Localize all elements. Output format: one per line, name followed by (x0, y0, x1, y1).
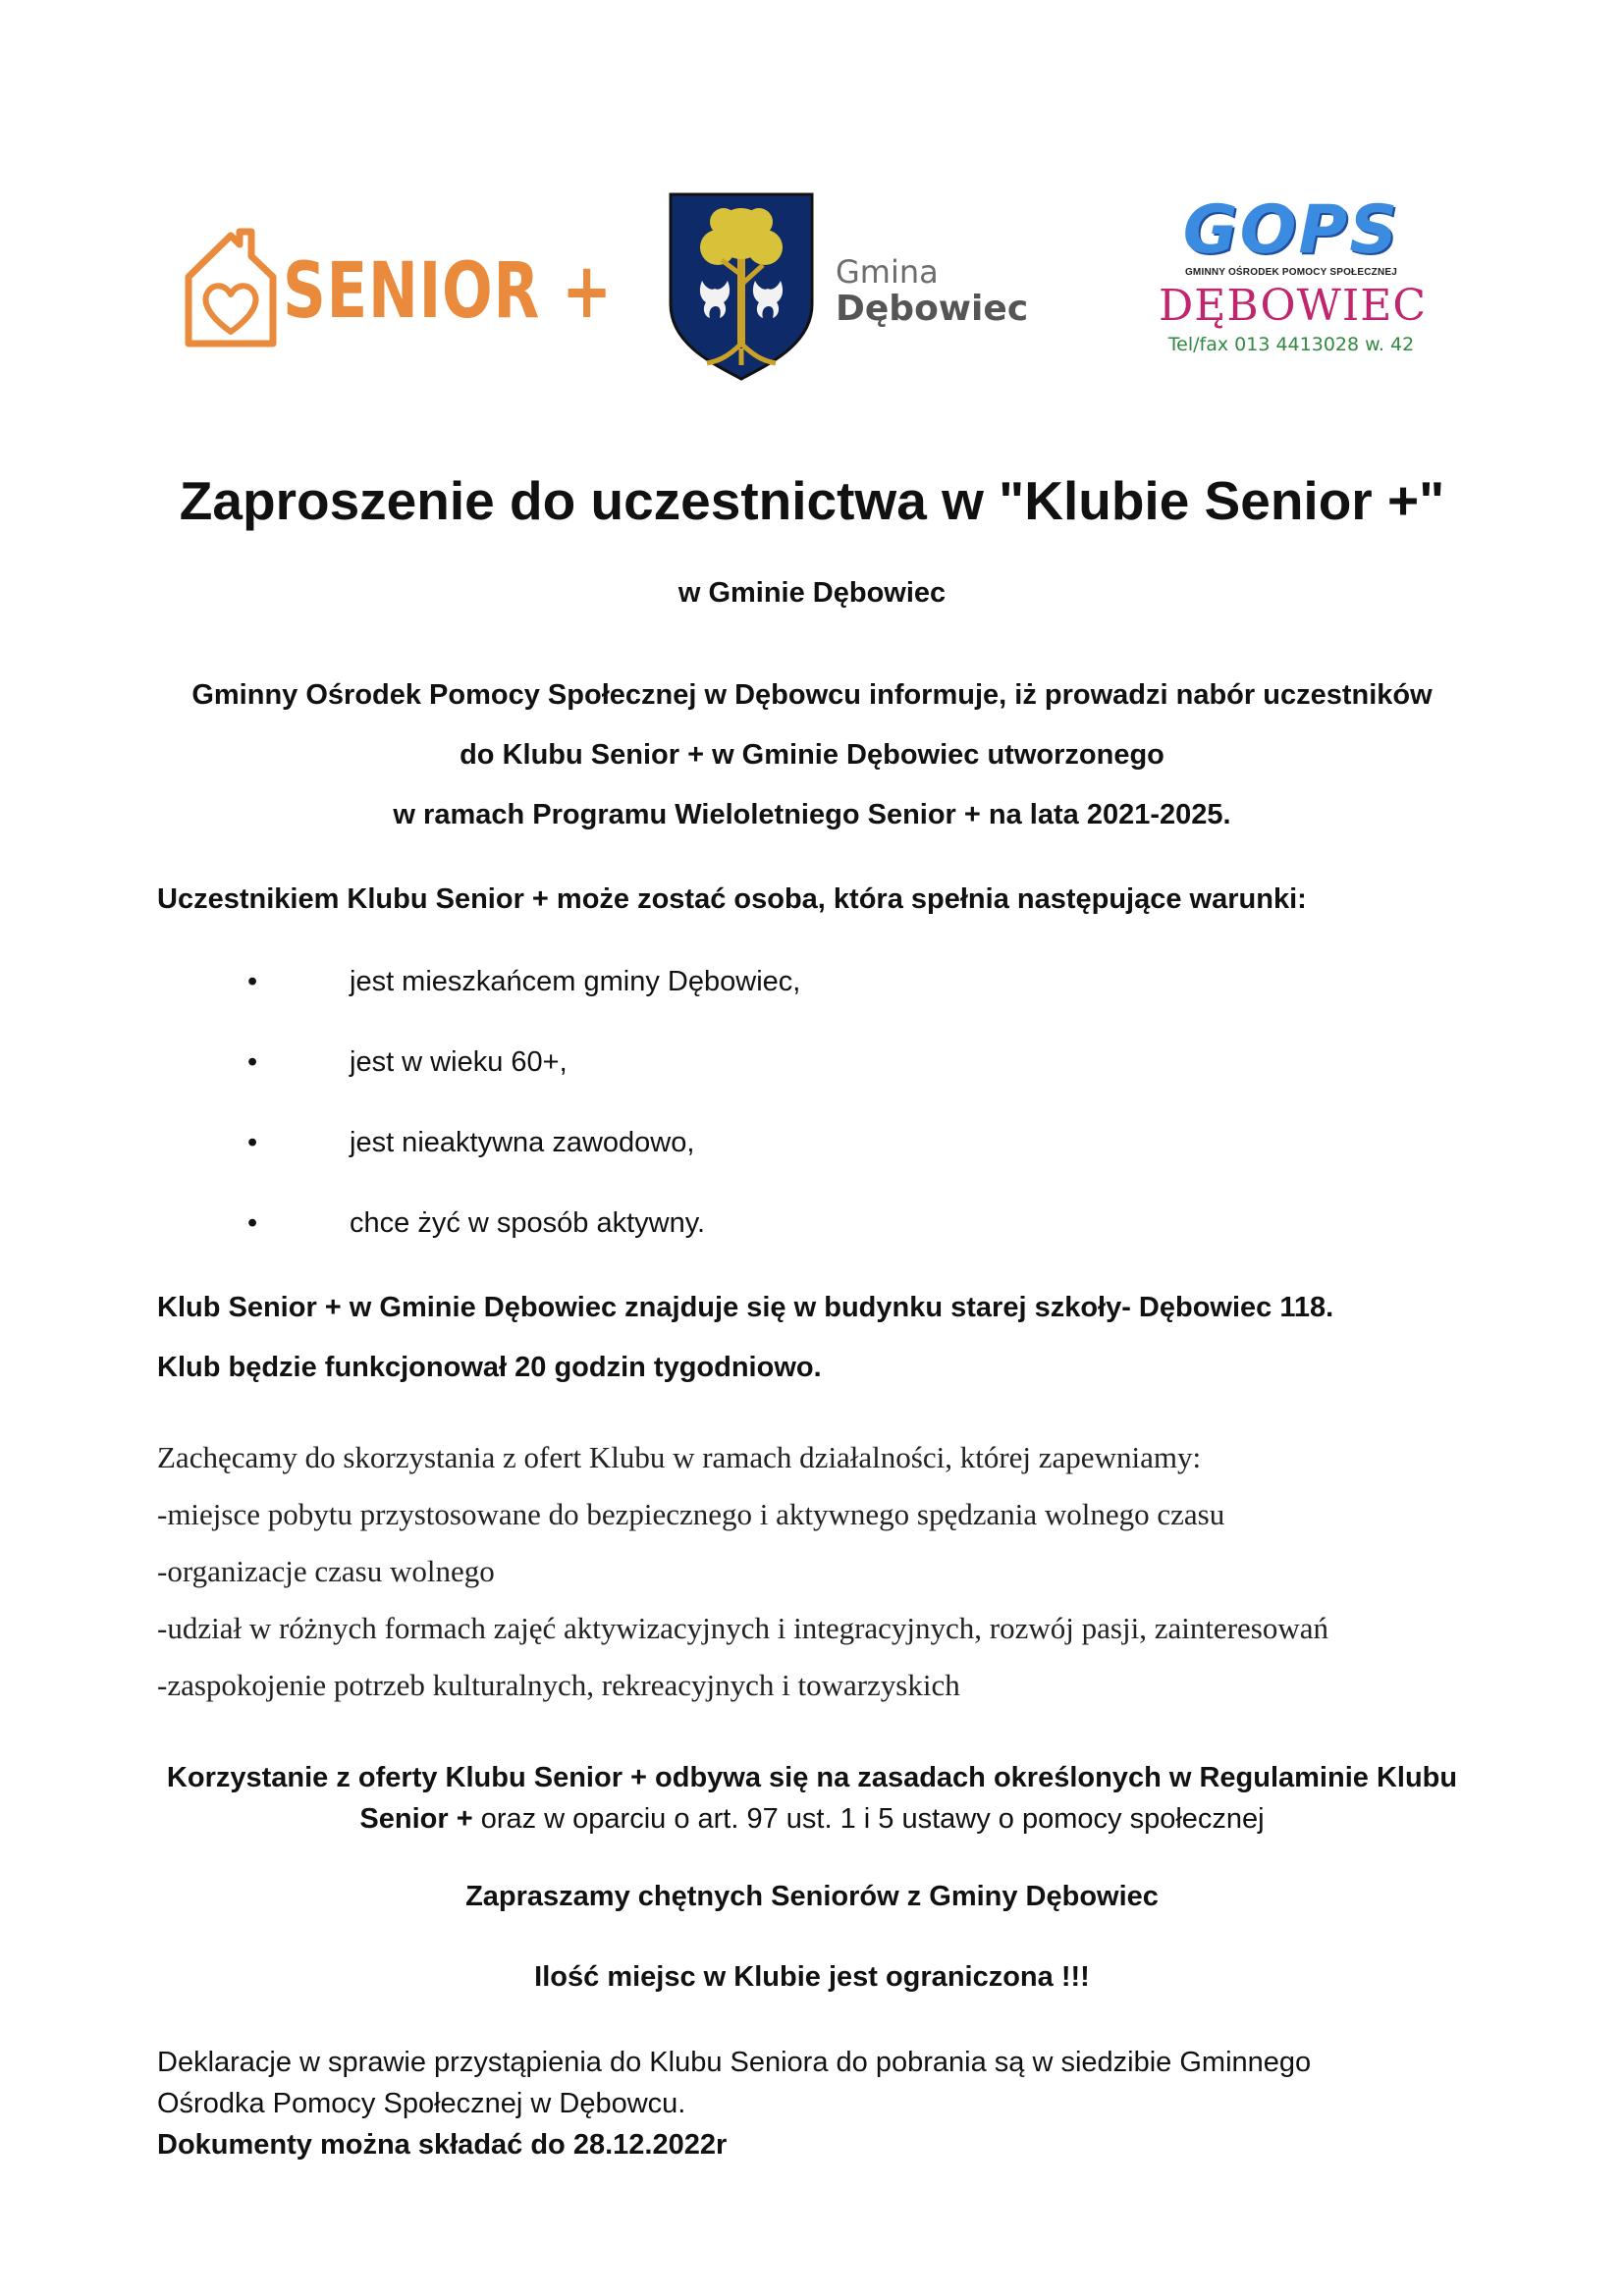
condition-text: jest w wieku 60+, (350, 1046, 568, 1078)
club-hours: Klub będzie funkcjonował 20 godzin tygodniowo. (157, 1352, 822, 1383)
house-heart-icon (177, 216, 285, 363)
condition-text: chce żyć w sposób aktywny. (350, 1207, 706, 1239)
coat-of-arms-icon (663, 187, 820, 383)
list-item (247, 962, 1426, 1042)
declaration-deadline: Dokumenty można składać do 28.12.2022r (157, 2129, 728, 2161)
declaration-line-1: Deklaracje w sprawie przystąpienia do Klubu Seniora do pobrania są w siedzibie Gminnego (157, 2047, 1312, 2078)
conditions-list (247, 962, 1426, 1284)
club-location: Klub Senior + w Gminie Dębowiec znajduje się w budynku starej szkoły- Dębowiec 118. (157, 1292, 1334, 1323)
page-subtitle: w Gminie Dębowiec (677, 577, 947, 609)
gmina-label: Gmina (836, 253, 939, 291)
bullet-icon: • (247, 1046, 258, 1078)
offer-intro: Zachęcamy do skorzystania z ofert Klubu w ramach działalności, której zapewniamy: (157, 1440, 1202, 1474)
gops-phone: Tel/fax 013 4413028 w. 42 (1167, 334, 1415, 355)
intro-line-1: Gminny Ośrodek Pomocy Społecznej w Dębowcu informuje, iż prowadzi nabór uczestników (191, 679, 1433, 711)
senior-plus-logo (177, 216, 613, 363)
bullet-icon: • (247, 1127, 258, 1158)
logo-row (157, 187, 1434, 402)
usage-paragraph (0, 1757, 1624, 1840)
invite-line: Zapraszamy chętnych Seniorów z Gminy Dębowiec (465, 1881, 1159, 1912)
intro-line-2: do Klubu Senior + w Gminie Dębowiec utworzonego (460, 739, 1164, 771)
offer-item: -miejsce pobytu przystosowane do bezpiecznego i aktywnego spędzania wolnego czasu (157, 1497, 1225, 1531)
conditions-heading: Uczestnikiem Klubu Senior + może zostać osoba, która spełnia następujące warunki: (157, 883, 1307, 915)
declaration-line-2: Ośrodka Pomocy Społecznej w Dębowcu. (157, 2088, 686, 2119)
offer-block (157, 1429, 1328, 1714)
list-item (247, 1123, 1426, 1203)
list-item (247, 1203, 1426, 1284)
bullet-icon: • (247, 1207, 258, 1239)
gops-title: GOPS (1182, 191, 1400, 269)
offer-item: -organizacje czasu wolnego (157, 1554, 495, 1588)
bullet-icon: • (247, 966, 258, 997)
limit-notice: Ilość miejsc w Klubie jest ograniczona !!! (534, 1961, 1090, 1993)
intro-line-3: w ramach Programu Wieloletniego Senior + na lata 2021-2025. (393, 799, 1231, 830)
declaration-paragraph (157, 2042, 1311, 2165)
senior-logo-text: SENIOR + (283, 247, 613, 336)
page-title: Zaproszenie do uczestnictwa w "Klubie Senior +" (179, 470, 1445, 531)
gops-subtitle: GMINNY OŚRODEK POMOCY SPOŁECZNEJ (1184, 267, 1398, 278)
gops-logo (1159, 191, 1428, 363)
condition-text: jest nieaktywna zawodowo, (350, 1127, 695, 1158)
usage-line-2-rest: oraz w oparciu o art. 97 ust. 1 i 5 ustawy o pomocy społecznej (472, 1803, 1265, 1835)
condition-text: jest mieszkańcem gminy Dębowiec, (350, 966, 801, 997)
gmina-debowiec-logo (663, 187, 1036, 383)
usage-line-2-bold: Senior + (359, 1803, 473, 1835)
offer-item: -udział w różnych formach zajęć aktywizacyjnych i integracyjnych, rozwój pasji, zainteresowań (157, 1611, 1328, 1645)
gops-city: DĘBOWIEC (1159, 281, 1428, 331)
list-item (247, 1042, 1426, 1123)
gmina-name: Dębowiec (836, 289, 1029, 329)
offer-item: -zaspokojenie potrzeb kulturalnych, rekreacyjnych i towarzyskich (157, 1668, 960, 1702)
usage-line-1: Korzystanie z oferty Klubu Senior + odbywa się na zasadach określonych w Regulaminie Klubu (166, 1762, 1458, 1793)
